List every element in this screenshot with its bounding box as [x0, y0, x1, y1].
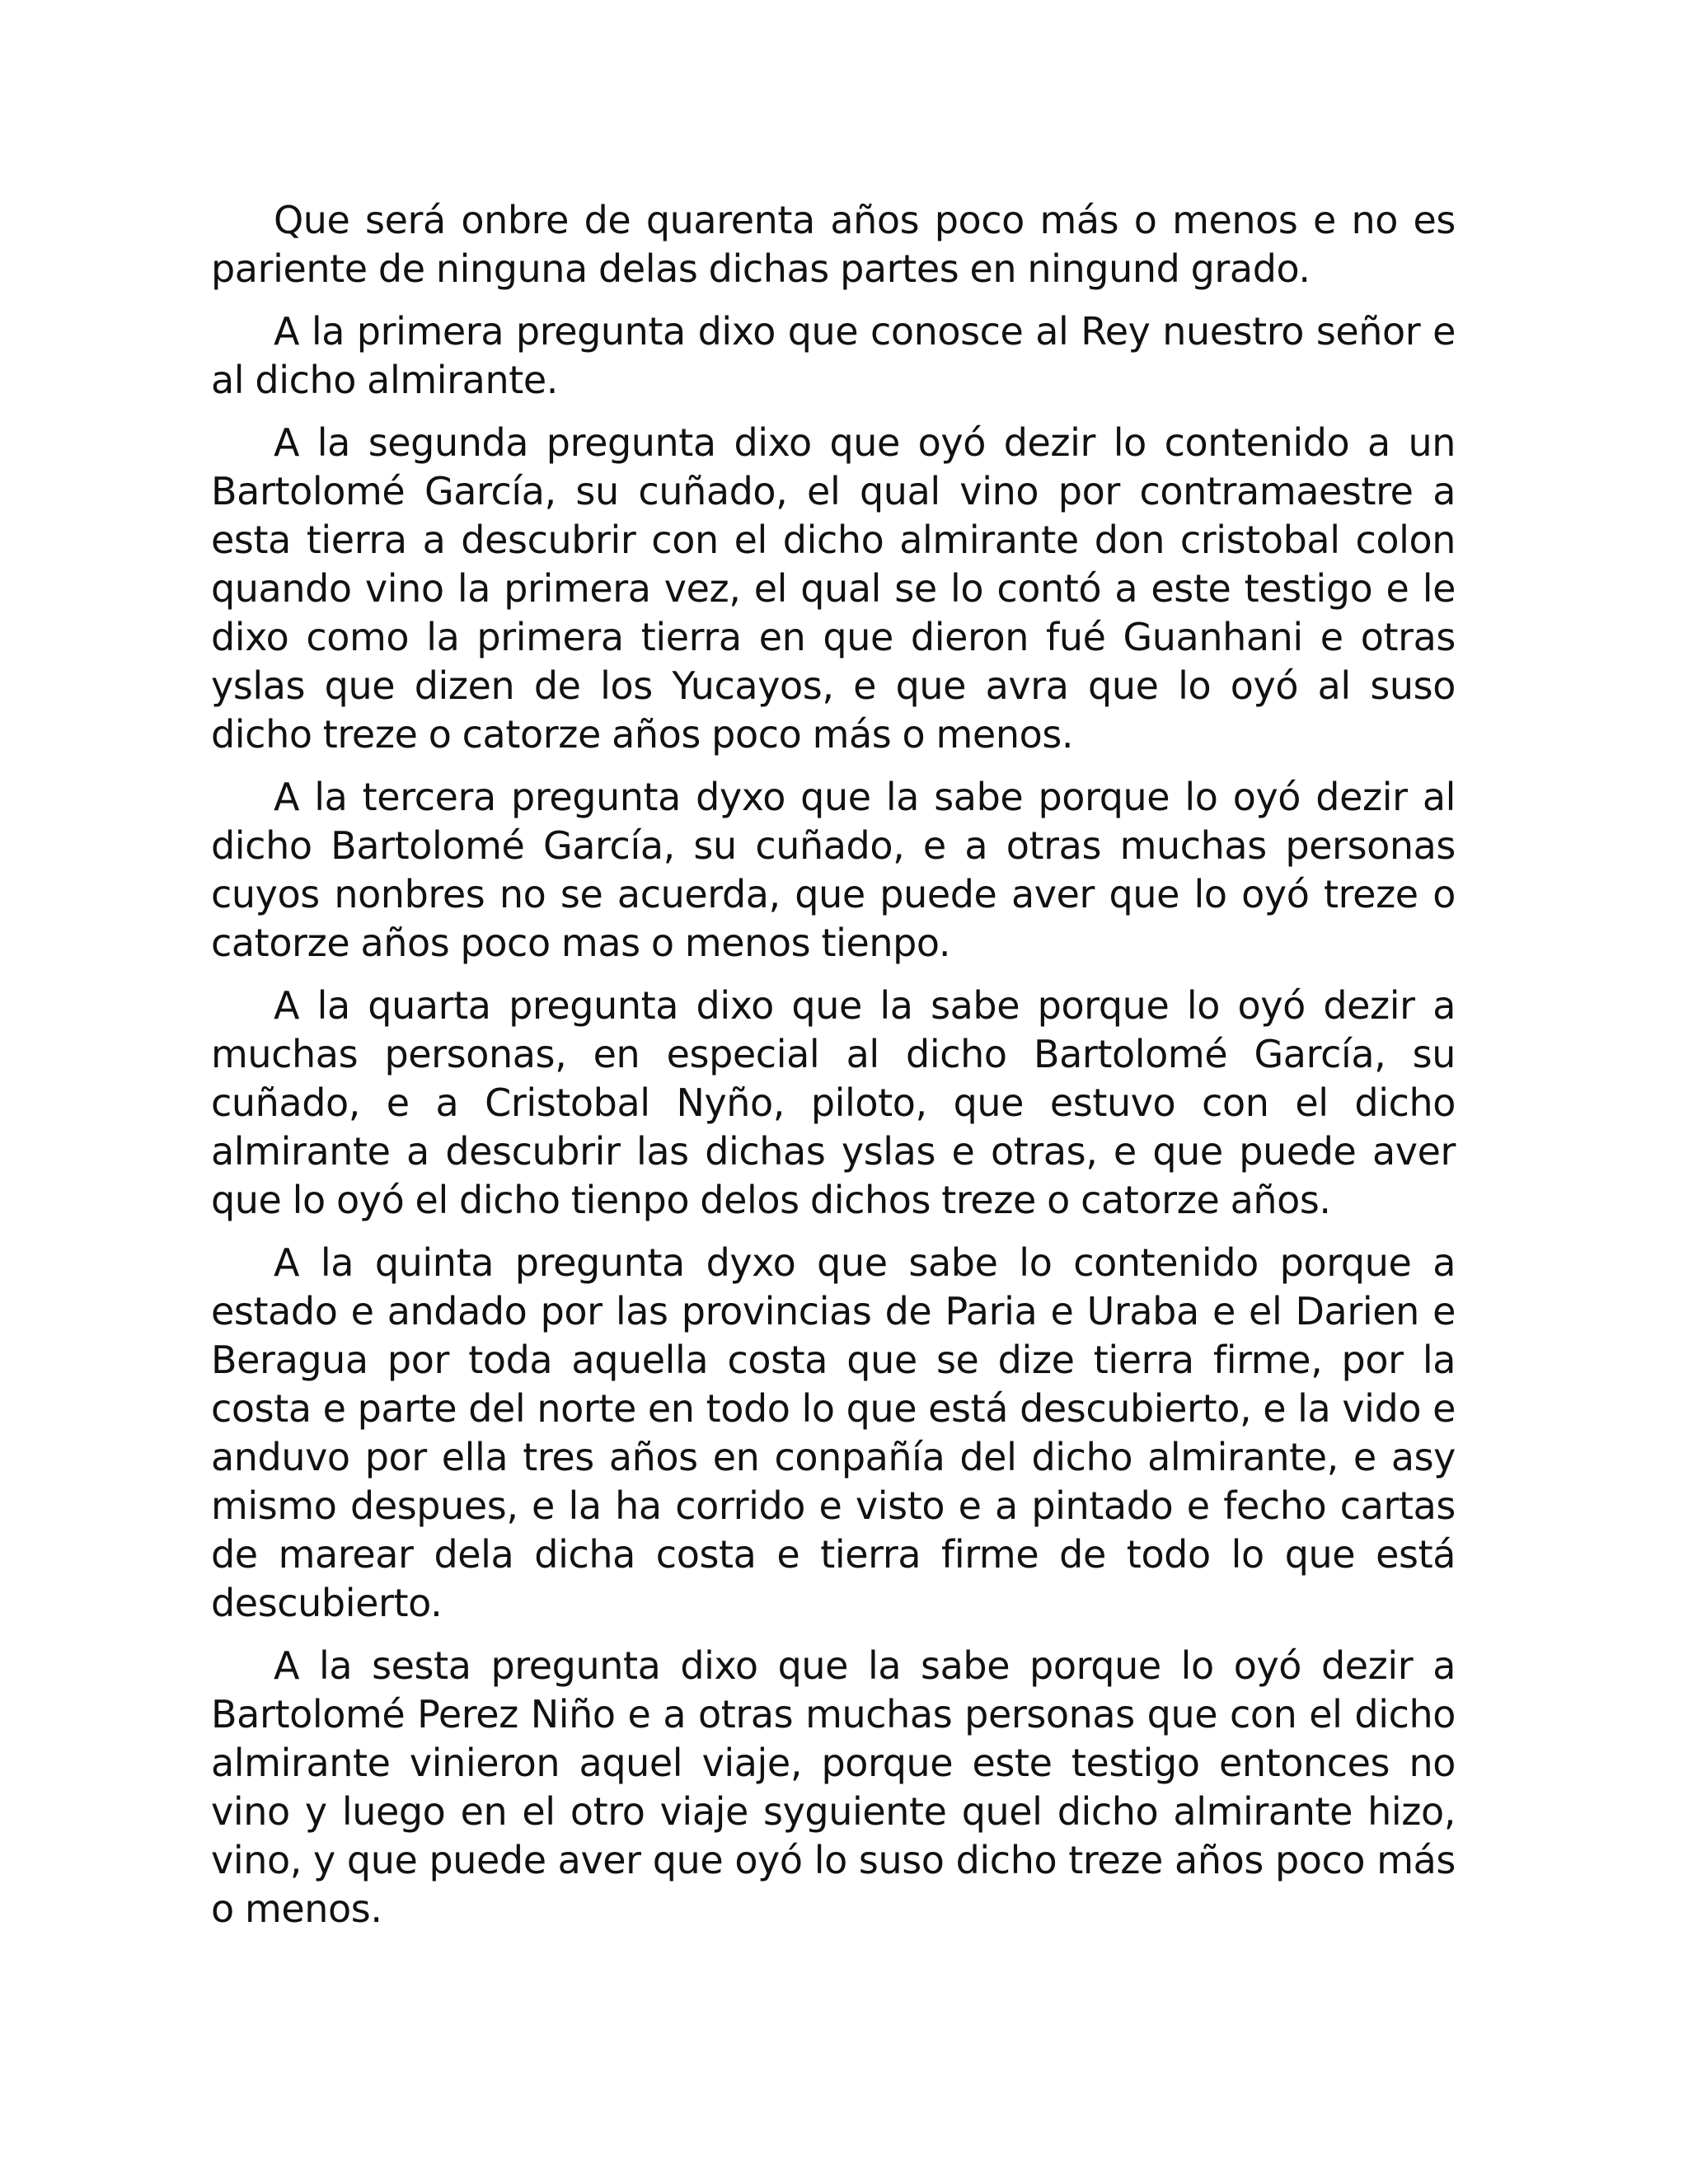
paragraph-question-2: A la segunda pregunta dixo que oyó dezir lo contenido a un Bartolomé García, su cuñado, el qual vino por contramaestre a esta tierra a descubrir con el dicho almirante don cristobal colon quando vino la primera vez, el qual se lo contó a este testigo e le dixo como la primera tierra en que dieron fué Guanhani e otras yslas que dizen de los Yucayos, e que avra que lo oyó al suso dicho treze o catorze años poco más o menos.: [211, 420, 1456, 757]
paragraph-question-1: A la primera pregunta dixo que conosce al Rey nuestro señor e al dicho almirante.: [211, 309, 1456, 402]
paragraph-question-5: A la quinta pregunta dyxo que sabe lo contenido porque a estado e andado por las provincias de Paria e Uraba e el Darien e Beragua por toda aquella costa que se dize tierra firme, por la costa e parte del norte en todo lo que está descubierto, e la vido e anduvo por ella tres años en conpañía del dicho almirante, e asy mismo despues, e la ha corrido e visto e a pintado e fecho cartas de marear dela dicha costa e tierra firme de todo lo que está descubierto.: [211, 1240, 1456, 1625]
paragraph-question-6: A la sesta pregunta dixo que la sabe porque lo oyó dezir a Bartolomé Perez Niño e a otras muchas personas que con el dicho almirante vinieron aquel viaje, porque este testigo entonces no vino y luego en el otro viaje syguiente quel dicho almirante hizo, vino, y que puede aver que oyó lo suso dicho treze años poco más o menos.: [211, 1643, 1456, 1931]
document-body: [211, 196, 1456, 1947]
paragraph-question-4: A la quarta pregunta dixo que la sabe porque lo oyó dezir a muchas personas, en especial al dicho Bartolomé García, su cuñado, e a Cristobal Nyño, piloto, que estuvo con el dicho almirante a descubrir las dichas yslas e otras, e que puede aver que lo oyó el dicho tienpo delos dichos treze o catorze años.: [211, 983, 1456, 1222]
paragraph-question-3: A la tercera pregunta dyxo que la sabe porque lo oyó dezir al dicho Bartolomé García, su cuñado, e a otras muchas personas cuyos nonbres no se acuerda, que puede aver que lo oyó treze o catorze años poco mas o menos tienpo.: [211, 775, 1456, 965]
paragraph-witness-intro: Que será onbre de quarenta años poco más o menos e no es pariente de ninguna delas dichas partes en ningund grado.: [211, 198, 1456, 291]
